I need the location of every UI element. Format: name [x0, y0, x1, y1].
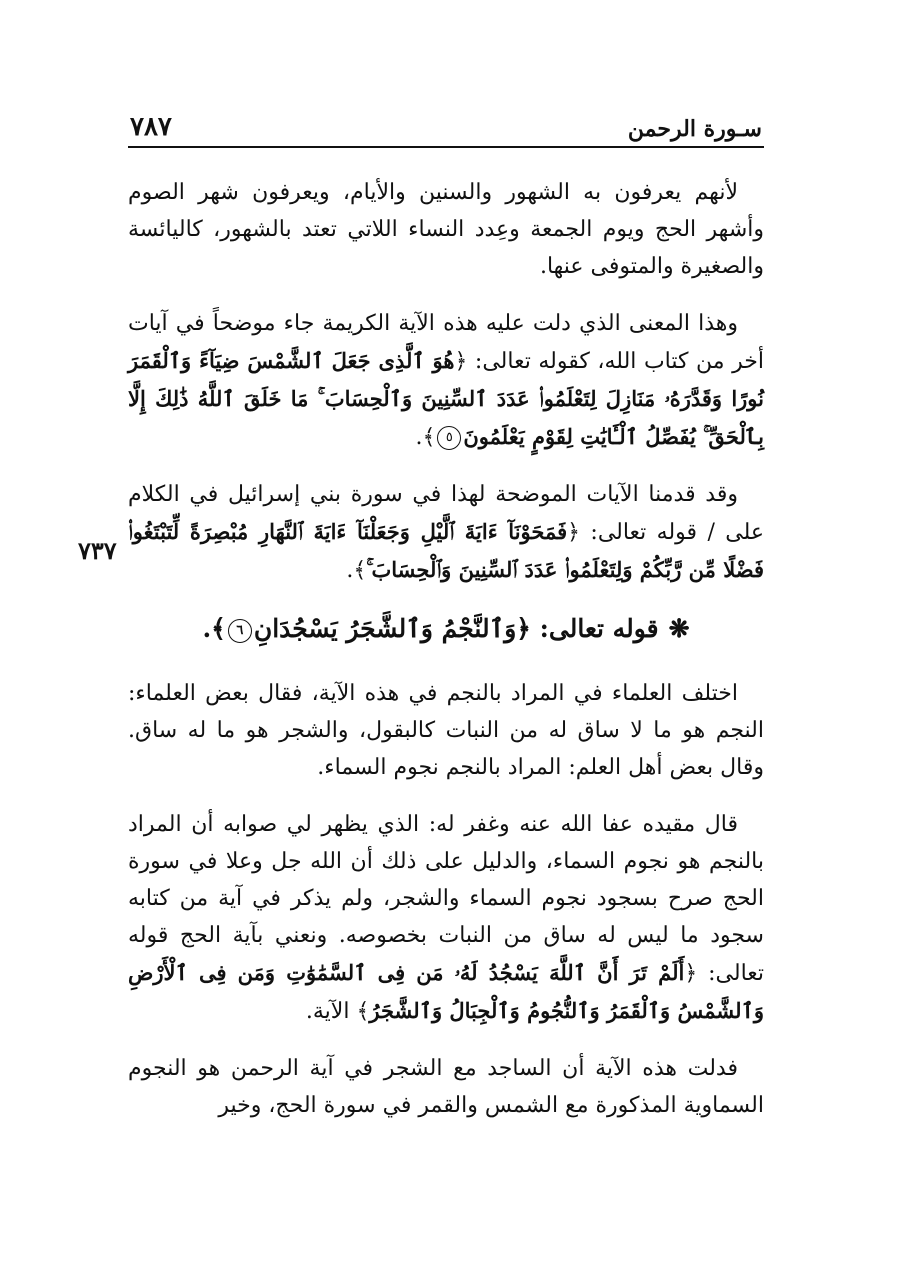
quran-quote: فَمَحَوْنَآ ءَايَةَ ٱلَّيْلِ وَجَعَلْنَآ ءَايَةَ ٱلنَّهَارِ مُبْصِرَةً لِّتَبْتَغُوا۟ فَضْلًا مِّن رَّبِّكُمْ وَلِتَعْلَمُوا۟ عَدَدَ ٱلسِّنِينَ وَٱلْحِسَابَ ۚ	[128, 519, 764, 582]
heading-closing: ﴾.	[202, 614, 226, 643]
page-header	[128, 108, 764, 148]
paragraph-text: ﴾.	[415, 425, 436, 450]
paragraph-text: وقد قدمنا الآيات الموضحة لهذا في سورة بني إسرائيل في الكلام على / قوله تعالى: ﴿	[128, 482, 764, 545]
paragraph-text: وهذا المعنى الذي دلت عليه هذه الآية الكريمة جاء موضحاً في آيات أخر من كتاب الله، كقوله تعالى: ﴿	[128, 311, 764, 374]
heading-quran-quote: وَٱلنَّجْمُ وَٱلشَّجَرُ يَسْجُدَانِ	[253, 614, 517, 643]
paragraph-2	[128, 305, 764, 456]
surah-title: سـورة الرحمن	[627, 116, 762, 142]
star-icon: ❋	[668, 614, 690, 643]
quran-quote: أَلَمْ تَرَ أَنَّ ٱللَّهَ يَسْجُدُ لَهُۥ مَن فِى ٱلسَّمَٰوَٰتِ وَمَن فِى ٱلْأَرْضِ وَٱلشَّمْسُ وَٱلْقَمَرُ وَٱلنُّجُومُ وَٱلْجِبَالُ وَٱلشَّجَرُ	[128, 960, 764, 1023]
paragraph-4: اختلف العلماء في المراد بالنجم في هذه الآية، فقال بعض العلماء: النجم هو ما لا ساق له من النبات كالبقول، والشجر هو ما له ساق. وقال بعض أهل العلم: المراد بالنجم نجوم السماء.	[128, 681, 764, 780]
verse-number-badge: ٦	[228, 619, 252, 643]
paragraph-5	[128, 806, 764, 1030]
quran-quote: هُوَ ٱلَّذِى جَعَلَ ٱلشَّمْسَ ضِيَآءً وَٱلْقَمَرَ نُورًا وَقَدَّرَهُۥ مَنَازِلَ لِتَعْلَمُوا۟ عَدَدَ ٱلسِّنِينَ وَٱلْحِسَابَ ۚ مَا خَلَقَ ٱللَّهُ ذَٰلِكَ إِلَّا بِٱلْحَقِّ ۚ يُفَصِّلُ ٱلْـَٔايَٰتِ لِقَوْمٍ يَعْلَمُونَ	[128, 348, 764, 449]
paragraph-3	[128, 476, 764, 589]
paragraph-text: ﴾.	[346, 558, 367, 583]
margin-page-reference: ٧٣٧	[78, 536, 117, 565]
section-heading	[128, 609, 764, 649]
page-number: ٧٨٧	[130, 112, 172, 142]
verse-number-badge: ٥	[437, 426, 461, 450]
paragraph-text: ﴾ الآية.	[305, 999, 370, 1024]
paragraph-1: لأنهم يعرفون به الشهور والسنين والأيام، ويعرفون شهر الصوم وأشهر الحج ويوم الجمعة وعِدد النساء اللاتي تعتد بالشهور، كاليائسة والصغيرة والمتوفى عنها.	[128, 180, 764, 279]
book-page	[128, 108, 764, 1208]
heading-label: قوله تعالى: ﴿	[516, 614, 659, 643]
page-body	[128, 148, 764, 1124]
paragraph-text: قال مقيده عفا الله عنه وغفر له: الذي يظهر لي صوابه أن المراد بالنجم هو نجوم السماء، والدليل على ذلك أن الله جل وعلا في سورة الحج صرح بسجود نجوم السماء والشجر، ولم يذكر في آية من كتابه سجود ما ليس له ساق من النبات بخصوصه. ونعني بآية الحج قوله تعالى: ﴿	[128, 812, 765, 986]
paragraph-6: فدلت هذه الآية أن الساجد مع الشجر في آية الرحمن هو النجوم السماوية المذكورة مع الشمس والقمر في سورة الحج، وخير	[128, 1056, 764, 1118]
